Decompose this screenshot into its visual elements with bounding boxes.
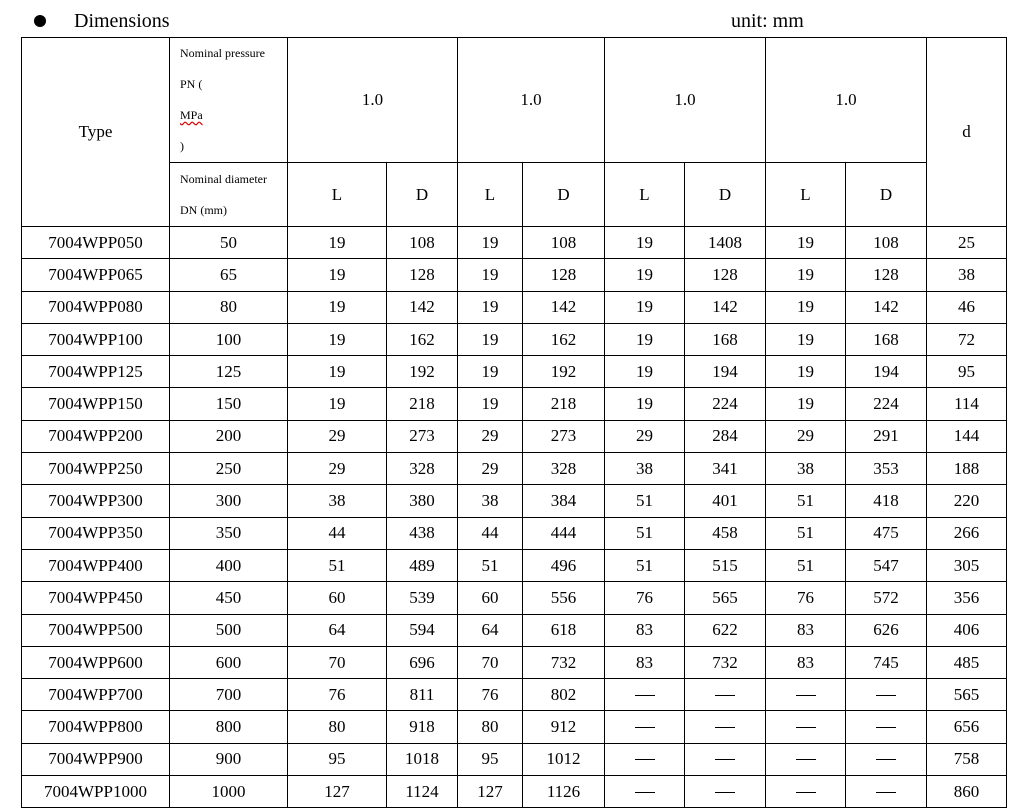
table-cell [685, 711, 766, 743]
table-cell: 51 [605, 485, 685, 517]
table-cell: 64 [288, 614, 387, 646]
table-cell: 142 [685, 291, 766, 323]
table-cell: 406 [927, 614, 1007, 646]
table-cell: 7004WPP800 [22, 711, 170, 743]
table-cell: 438 [387, 517, 458, 549]
table-cell: 7004WPP350 [22, 517, 170, 549]
table-cell [766, 776, 846, 808]
table-cell: 64 [458, 614, 523, 646]
table-cell [605, 776, 685, 808]
table-cell [685, 679, 766, 711]
table-cell [846, 711, 927, 743]
table-cell: 291 [846, 420, 927, 452]
table-cell: 7004WPP065 [22, 259, 170, 291]
table-cell: 656 [927, 711, 1007, 743]
table-cell: 19 [458, 323, 523, 355]
table-row [22, 614, 1007, 646]
d-header-3: D [685, 163, 766, 227]
table-cell: 19 [605, 291, 685, 323]
table-cell: 19 [605, 388, 685, 420]
table-cell: 83 [766, 646, 846, 678]
table-cell: 305 [927, 549, 1007, 581]
bullet-icon [34, 15, 46, 27]
table-cell: 273 [387, 420, 458, 452]
table-cell: 7004WPP700 [22, 679, 170, 711]
d-header: d [927, 38, 1007, 227]
table-cell: 19 [605, 227, 685, 259]
table-cell: 19 [605, 356, 685, 388]
table-cell: 127 [288, 776, 387, 808]
table-row [22, 356, 1007, 388]
table-cell: 800 [170, 711, 288, 743]
table-cell [605, 743, 685, 775]
table-cell: 168 [685, 323, 766, 355]
table-cell: 70 [288, 646, 387, 678]
table-cell: 51 [605, 517, 685, 549]
unit-label: unit: mm [731, 10, 804, 32]
table-cell: 811 [387, 679, 458, 711]
table-cell: 1124 [387, 776, 458, 808]
table-cell: 418 [846, 485, 927, 517]
dash-mark [635, 792, 655, 793]
table-cell: 273 [523, 420, 605, 452]
table-cell: 19 [458, 259, 523, 291]
table-cell: 556 [523, 582, 605, 614]
table-cell: 142 [387, 291, 458, 323]
page-header [0, 0, 1033, 38]
table-cell: 100 [170, 323, 288, 355]
table-cell: 76 [288, 679, 387, 711]
pn-header: Nominal pressure PN ( MPa ) [170, 38, 288, 163]
table-cell: 38 [927, 259, 1007, 291]
table-cell: 7004WPP200 [22, 420, 170, 452]
table-cell: 350 [170, 517, 288, 549]
table-cell: 400 [170, 549, 288, 581]
table-cell: 51 [458, 549, 523, 581]
table-cell: 108 [387, 227, 458, 259]
section-title: Dimensions [74, 10, 170, 32]
table-cell: 38 [288, 485, 387, 517]
table-cell: 7004WPP300 [22, 485, 170, 517]
dash-mark [796, 727, 816, 728]
table-cell: 802 [523, 679, 605, 711]
table-cell: 142 [523, 291, 605, 323]
table-cell: 500 [170, 614, 288, 646]
pressure-header-3: 1.0 [605, 38, 766, 163]
table-cell: 1000 [170, 776, 288, 808]
table-cell: 450 [170, 582, 288, 614]
table-cell: 1126 [523, 776, 605, 808]
table-cell: 19 [288, 323, 387, 355]
table-cell: 1018 [387, 743, 458, 775]
l-header-2: L [458, 163, 523, 227]
table-cell: 114 [927, 388, 1007, 420]
type-header: Type [22, 38, 170, 227]
table-cell: 7004WPP600 [22, 646, 170, 678]
table-cell: 29 [605, 420, 685, 452]
table-cell: 128 [846, 259, 927, 291]
table-row [22, 743, 1007, 775]
table-cell: 51 [766, 485, 846, 517]
table-cell: 539 [387, 582, 458, 614]
table-cell: 144 [927, 420, 1007, 452]
table-cell: 600 [170, 646, 288, 678]
table-cell: 565 [927, 679, 1007, 711]
table-cell: 83 [605, 614, 685, 646]
dash-mark [796, 759, 816, 760]
table-cell: 142 [846, 291, 927, 323]
table-cell: 19 [605, 323, 685, 355]
table-cell: 29 [458, 420, 523, 452]
table-cell: 328 [523, 453, 605, 485]
table-cell: 7004WPP150 [22, 388, 170, 420]
table-cell: 51 [605, 549, 685, 581]
table-cell: 547 [846, 549, 927, 581]
l-header-1: L [288, 163, 387, 227]
table-cell: 51 [766, 517, 846, 549]
table-cell: 356 [927, 582, 1007, 614]
table-cell: 401 [685, 485, 766, 517]
table-cell: 700 [170, 679, 288, 711]
dash-mark [876, 792, 896, 793]
table-cell: 1012 [523, 743, 605, 775]
table-cell: 46 [927, 291, 1007, 323]
table-cell: 72 [927, 323, 1007, 355]
table-cell: 50 [170, 227, 288, 259]
table-cell: 594 [387, 614, 458, 646]
table-cell: 7004WPP050 [22, 227, 170, 259]
dash-mark [715, 792, 735, 793]
table-cell: 341 [685, 453, 766, 485]
l-header-4: L [766, 163, 846, 227]
table-cell: 618 [523, 614, 605, 646]
table-cell: 380 [387, 485, 458, 517]
dash-mark [796, 695, 816, 696]
table-cell: 353 [846, 453, 927, 485]
table-cell: 188 [927, 453, 1007, 485]
table-cell: 19 [766, 291, 846, 323]
table-cell: 80 [288, 711, 387, 743]
table-cell: 95 [288, 743, 387, 775]
dash-mark [876, 695, 896, 696]
table-cell: 7004WPP400 [22, 549, 170, 581]
table-cell: 224 [846, 388, 927, 420]
table-cell: 60 [288, 582, 387, 614]
table-cell: 7004WPP100 [22, 323, 170, 355]
table-row [22, 388, 1007, 420]
table-row [22, 291, 1007, 323]
table-cell: 745 [846, 646, 927, 678]
table-cell: 19 [288, 227, 387, 259]
table-cell: 194 [846, 356, 927, 388]
table-cell: 70 [458, 646, 523, 678]
table-cell: 250 [170, 453, 288, 485]
table-cell: 224 [685, 388, 766, 420]
table-cell: 76 [766, 582, 846, 614]
table-cell: 489 [387, 549, 458, 581]
table-cell: 860 [927, 776, 1007, 808]
table-cell [766, 679, 846, 711]
table-cell: 162 [387, 323, 458, 355]
table-cell: 732 [685, 646, 766, 678]
table-cell: 19 [766, 356, 846, 388]
d-header-1: D [387, 163, 458, 227]
table-cell: 19 [458, 291, 523, 323]
table-row [22, 517, 1007, 549]
dash-mark [876, 759, 896, 760]
table-cell: 29 [288, 420, 387, 452]
table-cell [685, 743, 766, 775]
table-cell: 44 [288, 517, 387, 549]
table-cell: 496 [523, 549, 605, 581]
table-cell: 475 [846, 517, 927, 549]
table-cell: 150 [170, 388, 288, 420]
table-cell: 127 [458, 776, 523, 808]
table-cell: 284 [685, 420, 766, 452]
table-cell: 108 [523, 227, 605, 259]
table-cell: 192 [523, 356, 605, 388]
dash-mark [635, 727, 655, 728]
table-cell: 384 [523, 485, 605, 517]
table-cell: 168 [846, 323, 927, 355]
table-cell [846, 776, 927, 808]
table-cell: 95 [927, 356, 1007, 388]
table-cell: 572 [846, 582, 927, 614]
table-row [22, 776, 1007, 808]
table-cell: 220 [927, 485, 1007, 517]
table-row [22, 646, 1007, 678]
table-cell: 65 [170, 259, 288, 291]
table-cell: 515 [685, 549, 766, 581]
d-header-2: D [523, 163, 605, 227]
table-cell: 200 [170, 420, 288, 452]
table-cell: 626 [846, 614, 927, 646]
dash-mark [715, 727, 735, 728]
table-cell: 218 [523, 388, 605, 420]
table-row [22, 420, 1007, 452]
table-row [22, 485, 1007, 517]
table-cell: 19 [288, 291, 387, 323]
table-cell: 29 [458, 453, 523, 485]
table-cell: 60 [458, 582, 523, 614]
table-cell: 80 [170, 291, 288, 323]
table-cell: 38 [605, 453, 685, 485]
table-cell [766, 711, 846, 743]
table-row [22, 453, 1007, 485]
table-cell: 7004WPP080 [22, 291, 170, 323]
table-cell: 7004WPP500 [22, 614, 170, 646]
table-cell: 19 [766, 323, 846, 355]
table-row [22, 259, 1007, 291]
table-cell: 19 [458, 356, 523, 388]
dimensions-table [21, 37, 1007, 808]
table-cell: 266 [927, 517, 1007, 549]
l-header-3: L [605, 163, 685, 227]
table-row [22, 323, 1007, 355]
table-cell: 7004WPP1000 [22, 776, 170, 808]
table-row [22, 227, 1007, 259]
table-cell: 328 [387, 453, 458, 485]
table-cell: 76 [458, 679, 523, 711]
table-cell: 565 [685, 582, 766, 614]
table-cell: 125 [170, 356, 288, 388]
table-cell: 19 [288, 388, 387, 420]
table-cell [605, 679, 685, 711]
table-row [22, 711, 1007, 743]
table-cell: 1408 [685, 227, 766, 259]
table-cell: 192 [387, 356, 458, 388]
table-cell [846, 679, 927, 711]
table-cell [846, 743, 927, 775]
table-cell: 128 [685, 259, 766, 291]
table-cell [685, 776, 766, 808]
table-cell: 95 [458, 743, 523, 775]
table-cell: 108 [846, 227, 927, 259]
table-cell: 29 [766, 420, 846, 452]
table-cell: 7004WPP900 [22, 743, 170, 775]
dash-mark [715, 695, 735, 696]
table-cell [766, 743, 846, 775]
pressure-header-4: 1.0 [766, 38, 927, 163]
table-cell: 83 [766, 614, 846, 646]
pressure-header-2: 1.0 [458, 38, 605, 163]
dash-mark [635, 695, 655, 696]
table-cell: 696 [387, 646, 458, 678]
table-cell: 51 [766, 549, 846, 581]
table-cell: 218 [387, 388, 458, 420]
table-cell: 44 [458, 517, 523, 549]
table-cell: 300 [170, 485, 288, 517]
table-cell: 128 [387, 259, 458, 291]
table-cell: 83 [605, 646, 685, 678]
table-cell: 76 [605, 582, 685, 614]
table-cell: 19 [766, 227, 846, 259]
d-header-4: D [846, 163, 927, 227]
table-row [22, 582, 1007, 614]
table-cell: 7004WPP125 [22, 356, 170, 388]
table-cell: 19 [288, 356, 387, 388]
table-row [22, 679, 1007, 711]
table-cell: 900 [170, 743, 288, 775]
table-cell: 38 [458, 485, 523, 517]
table-cell: 25 [927, 227, 1007, 259]
table-cell: 7004WPP450 [22, 582, 170, 614]
dn-header: Nominal diameter DN (mm) [170, 163, 288, 227]
table-cell: 7004WPP250 [22, 453, 170, 485]
table-cell: 19 [605, 259, 685, 291]
table-cell: 19 [458, 227, 523, 259]
dash-mark [635, 759, 655, 760]
table-row [22, 549, 1007, 581]
dash-mark [876, 727, 896, 728]
table-cell: 19 [288, 259, 387, 291]
table-cell: 29 [288, 453, 387, 485]
table-cell: 912 [523, 711, 605, 743]
table-cell: 19 [458, 388, 523, 420]
table-cell: 128 [523, 259, 605, 291]
table-cell: 19 [766, 388, 846, 420]
pressure-header-1: 1.0 [288, 38, 458, 163]
table-cell: 622 [685, 614, 766, 646]
table-cell: 38 [766, 453, 846, 485]
table-cell: 51 [288, 549, 387, 581]
table-cell: 444 [523, 517, 605, 549]
table-cell: 458 [685, 517, 766, 549]
dash-mark [796, 792, 816, 793]
table-cell [605, 711, 685, 743]
table-cell: 918 [387, 711, 458, 743]
table-cell: 80 [458, 711, 523, 743]
table-cell: 194 [685, 356, 766, 388]
table-cell: 732 [523, 646, 605, 678]
dash-mark [715, 759, 735, 760]
table-cell: 758 [927, 743, 1007, 775]
table-cell: 19 [766, 259, 846, 291]
table-cell: 485 [927, 646, 1007, 678]
table-cell: 162 [523, 323, 605, 355]
